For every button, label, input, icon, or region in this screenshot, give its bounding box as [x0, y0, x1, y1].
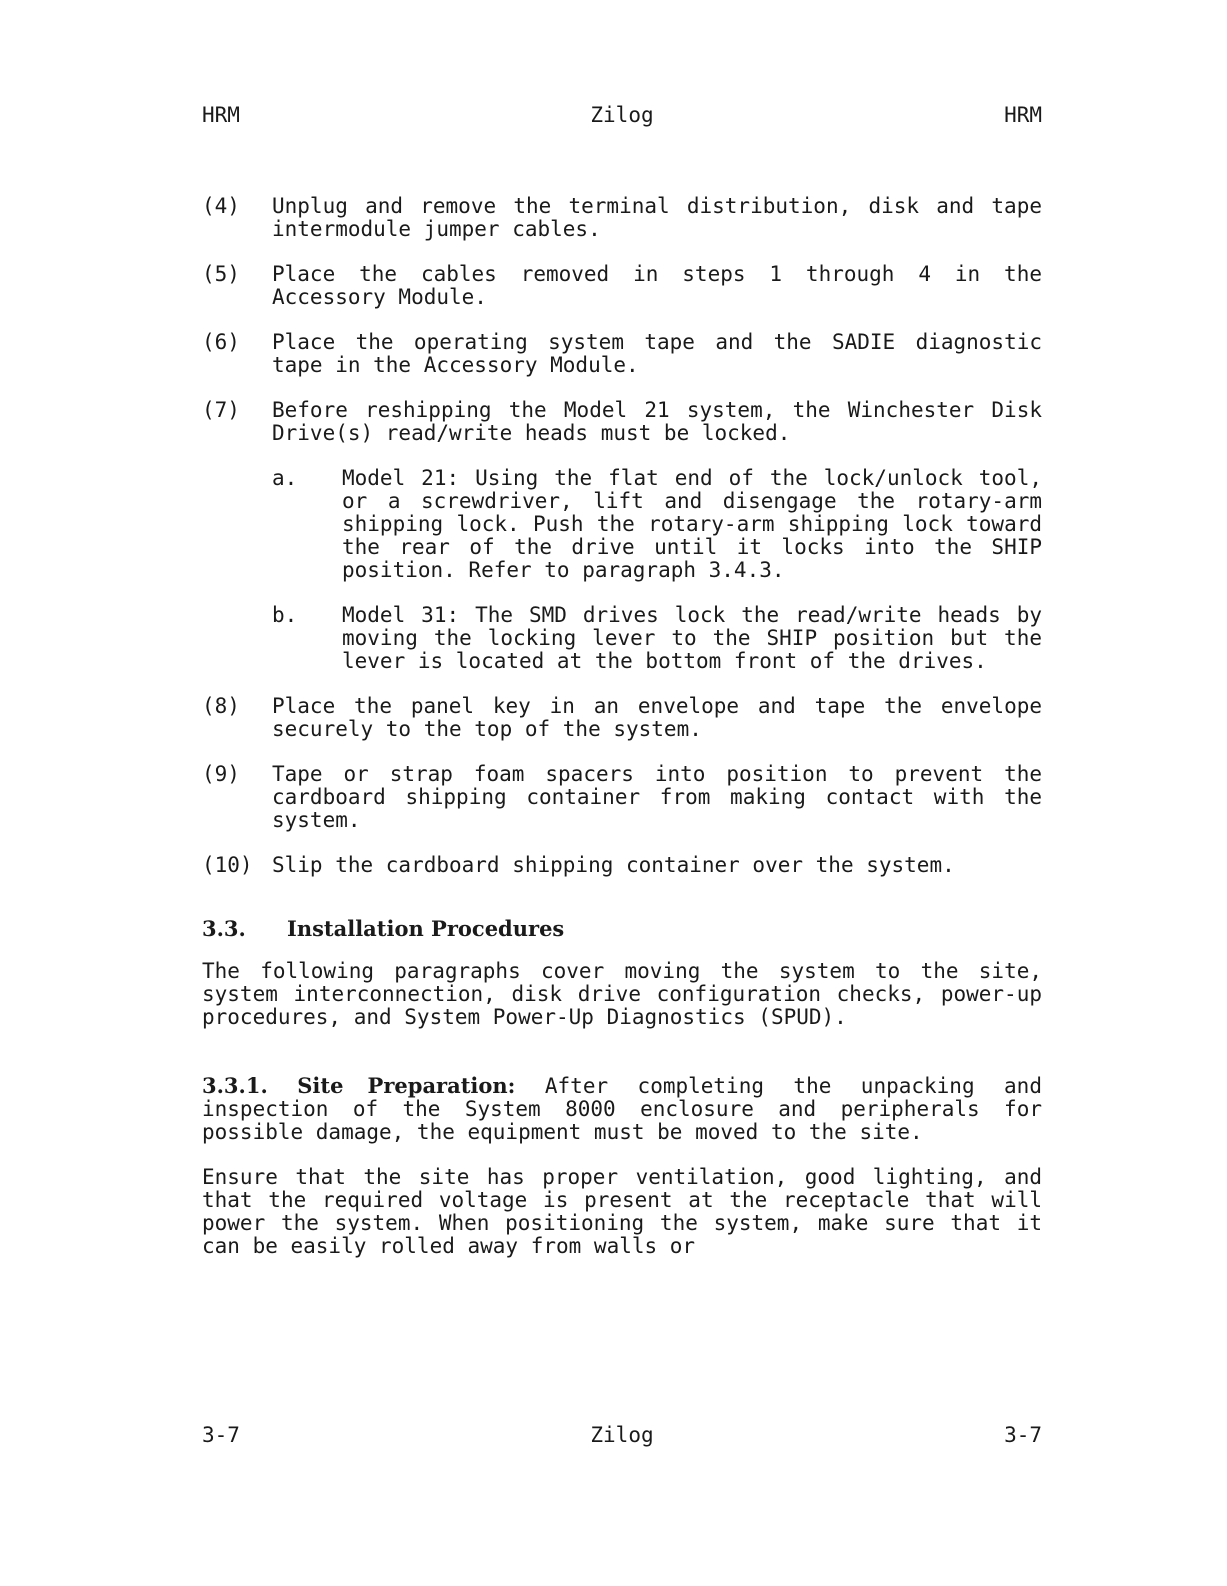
- header-center: Zilog: [590, 103, 654, 127]
- step-number: (7): [202, 398, 240, 422]
- substep-b: [272, 604, 1042, 673]
- subsection-number: 3.3.1.: [202, 1073, 268, 1098]
- section-heading: [202, 917, 1042, 940]
- page-body: [202, 195, 1042, 1280]
- substep-text: Model 21: Using the flat end of the lock/unlock tool, or a screwdriver, lift and disengage the rotary-arm shipping lock. Push the rotary-arm shipping lock toward the rear of the drive until it locks into the SHIP position. Refer to paragraph 3.4.3.: [342, 466, 1042, 582]
- step-7: [202, 399, 1042, 445]
- substep-letter: a.: [272, 466, 298, 490]
- footer-right: 3-7: [1004, 1423, 1042, 1447]
- section-number: 3.3.: [202, 916, 246, 941]
- step-number: (5): [202, 262, 240, 286]
- step-4: [202, 195, 1042, 241]
- substep-a: [272, 467, 1042, 582]
- step-10: [202, 854, 1042, 877]
- step-text: Tape or strap foam spacers into position to prevent the cardboard shipping container from making contact with the system.: [272, 762, 1042, 832]
- step-number: (9): [202, 762, 240, 786]
- section-paragraph: The following paragraphs cover moving the system to the site, system interconnection, disk drive configuration checks, power-up procedures, and System Power-Up Diagnostics (SPUD).: [202, 959, 1042, 1029]
- footer-center: Zilog: [590, 1423, 654, 1447]
- subsection-text: After completing the unpacking and inspection of the System 8000 enclosure and peripherals for possible damage, the equipment must be moved to the site.: [202, 1074, 1042, 1144]
- step-5: [202, 263, 1042, 309]
- step-8: [202, 695, 1042, 741]
- page-footer: [202, 1424, 1042, 1450]
- step-text: Unplug and remove the terminal distribution, disk and tape intermodule jumper cables.: [272, 194, 1042, 241]
- page-header: [202, 104, 1042, 130]
- step-9: [202, 763, 1042, 832]
- step-text: Slip the cardboard shipping container over the system.: [272, 853, 955, 877]
- footer-left: 3-7: [202, 1423, 240, 1447]
- step-number: (8): [202, 694, 240, 718]
- substep-text: Model 31: The SMD drives lock the read/write heads by moving the locking lever to the SHIP position but the lever is located at the bottom front of the drives.: [342, 603, 1042, 673]
- step-text: Place the cables removed in steps 1 through 4 in the Accessory Module.: [272, 262, 1042, 309]
- section-title: Installation Procedures: [287, 916, 565, 941]
- header-right: HRM: [1004, 103, 1042, 127]
- step-text: Before reshipping the Model 21 system, the Winchester Disk Drive(s) read/write heads must be locked.: [272, 398, 1042, 445]
- step-number: (10): [202, 853, 253, 877]
- subsection-title: Site Preparation:: [297, 1073, 516, 1098]
- header-left: HRM: [202, 103, 240, 127]
- step-6: [202, 331, 1042, 377]
- step-number: (4): [202, 194, 240, 218]
- subsection-paragraph: [202, 1074, 1042, 1144]
- step-text: Place the panel key in an envelope and tape the envelope securely to the top of the system.: [272, 694, 1042, 741]
- closing-paragraph: Ensure that the site has proper ventilation, good lighting, and that the required voltage is present at the receptacle that will power the system. When positioning the system, make sure that it can be easily rolled away from walls or: [202, 1165, 1042, 1258]
- substep-letter: b.: [272, 603, 298, 627]
- step-number: (6): [202, 330, 240, 354]
- step-text: Place the operating system tape and the SADIE diagnostic tape in the Accessory Module.: [272, 330, 1042, 377]
